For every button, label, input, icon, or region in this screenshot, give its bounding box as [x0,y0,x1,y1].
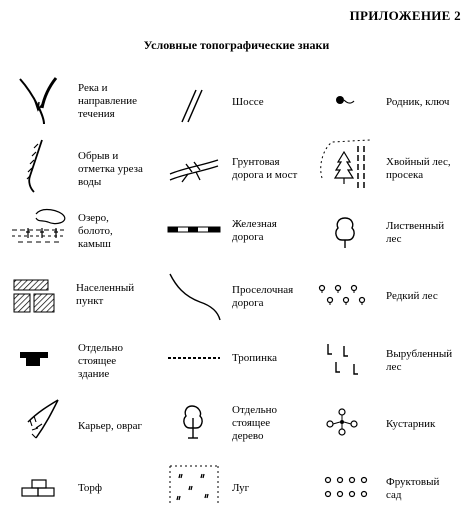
sparse-forest-icon [316,282,376,310]
legend-label: Населенный пункт [76,282,135,307]
orchard-icon [322,474,372,502]
cut-forest-icon [322,340,366,382]
legend-label: Луг [232,482,250,494]
spring-icon [330,92,360,112]
legend-item-shrub [320,404,470,444]
legend-item-conifer [318,138,468,194]
page-title: Условные топографические знаки [143,38,330,52]
appendix-label: ПРИЛОЖЕНИЕ 2 [349,8,461,23]
legend-label: Лиственный лес [386,220,445,245]
legend-label: Отдельно стоящее дерево [232,404,277,442]
legend-item-cliff [14,138,164,194]
path-icon [166,350,222,366]
legend-item-dirt-road [166,150,306,190]
lone-tree-icon [178,400,208,442]
legend-item-orchard [322,474,470,506]
shrub-icon [320,404,364,440]
quarry-icon [18,398,62,446]
legend-item-peat [18,474,168,504]
legend-label: Проселочная дорога [232,284,294,309]
building-icon [14,340,54,370]
legend-label: Железная дорога [232,218,277,243]
highway-icon [172,88,212,124]
legend-label: Карьер, овраг [78,420,143,432]
legend-label: Грунтовая дорога и мост [232,156,298,181]
legend-item-highway [172,88,302,124]
legend-label: Кустарник [386,418,436,430]
legend-item-lake [8,208,168,254]
railway-icon [166,218,222,238]
legend-label: Обрыв и отметка уреза воды [78,150,143,188]
settlement-icon [12,278,56,316]
legend-label: Фруктовый сад [386,476,440,501]
legend-item-settlement [12,278,172,318]
legend-item-lone-tree [178,400,318,452]
meadow-icon [166,462,222,510]
legend-label: Торф [78,482,103,494]
legend-item-sparse-forest [316,282,470,312]
legend-label: Река и направление течения [78,82,137,120]
deciduous-forest-icon [330,214,360,250]
legend-item-deciduous [330,214,470,254]
legend-item-country-road [166,272,316,324]
legend-item-railway [166,218,306,248]
legend-item-quarry [18,398,168,448]
legend-label: Озеро, болото, камыш [78,212,113,250]
legend-item-path [166,350,316,374]
legend-item-spring [330,92,470,114]
river-icon [14,76,64,126]
legend-label: Родник, ключ [386,96,450,108]
legend-label: Тропинка [232,352,278,364]
conifer-forest-icon [318,138,374,194]
legend-label: Редкий лес [386,290,438,302]
legend-label: Отдельно стоящее здание [78,342,123,380]
lake-swamp-icon [8,208,68,250]
dirt-road-bridge-icon [166,150,222,186]
legend-item-river [14,76,164,126]
peat-icon [18,474,62,500]
cliff-icon [14,138,54,194]
country-road-icon [166,272,226,322]
legend-label: Хвойный лес, просека [386,156,451,181]
legend-item-meadow [166,462,316,512]
legend-item-building [14,340,164,384]
legend-item-cut-forest [322,340,470,384]
legend-label: Шоссе [232,96,264,108]
legend-label: Вырубленный лес [386,348,453,373]
